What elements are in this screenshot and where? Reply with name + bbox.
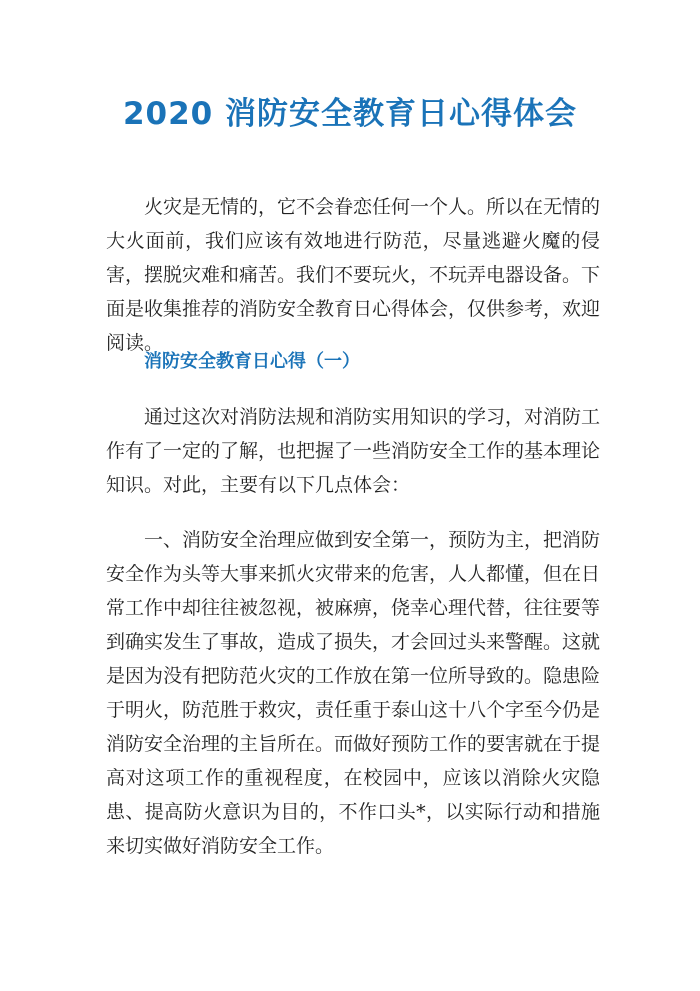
body-paragraph-1: 通过这次对消防法规和消防实用知识的学习，对消防工作有了一定的了解，也把握了一些消防安全工作的基本理论知识。对此，主要有以下几点体会：: [106, 406, 601, 496]
section-heading: 消防安全教育日心得（一）: [144, 351, 360, 372]
intro-paragraph: 火灾是无情的，它不会眷恋任何一个人。所以在无情的大火面前，我们应该有效地进行防范，尽量逃避火魔的侵害，摆脱灾难和痛苦。我们不要玩火，不玩弄电器设备。下面是收集推荐的消防安全教育日心得体会，仅供参考，欢迎阅读。: [106, 196, 601, 354]
document-title: 2020 消防安全教育日心得体会: [122, 96, 578, 132]
body-paragraph-2: 一、消防安全治理应做到安全第一，预防为主，把消防安全作为头等大事来抓火灾带来的危害，人人都懂，但在日常工作中却往往被忽视，被麻痹，侥幸心理代替，往往要等到确实发生了事故，造成了损失，才会回过头来警醒。这就是因为没有把防范火灾的工作放在第一位所导致的。隐患险于明火，防范胜于救灾，责任重于泰山这十八个字至今仍是消防安全治理的主旨所在。而做好预防工作的要害就在于提高对这项工作的重视程度，在校园中，应该以消除火灾隐患、提高防火意识为目的，不作口头*，以实际行动和措施来切实做好消防安全工作。: [106, 529, 601, 857]
